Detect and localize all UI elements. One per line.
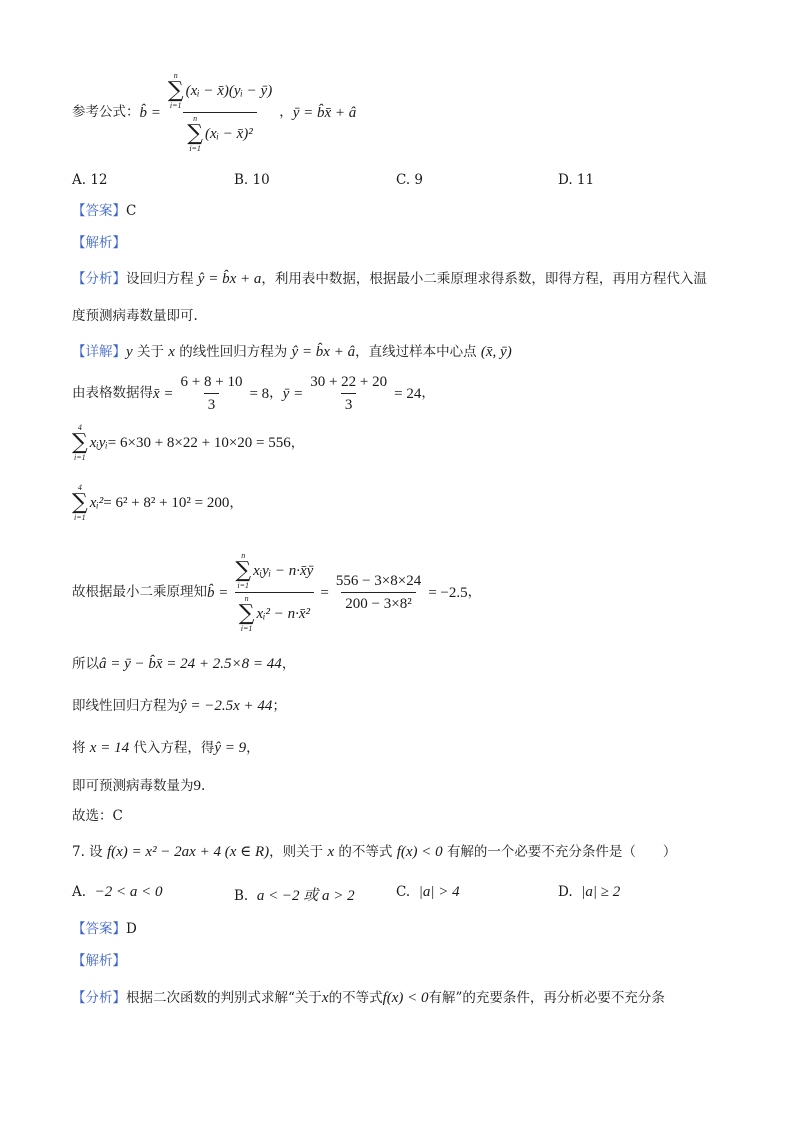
center-point: (x̄, ȳ) — [480, 344, 512, 360]
lsq-numerator: xᵢyᵢ − n·x̄ȳ — [253, 563, 314, 579]
sum-symbol: 4 ∑ i=1 — [72, 423, 88, 462]
text: 即可预测病毒数量为 — [72, 778, 194, 794]
answer-tag: 【答案】 — [72, 921, 126, 937]
analysis-tag: 【解析】 — [72, 953, 126, 969]
q7-stem — [72, 843, 676, 861]
text: 故根据最小二乘原理知 — [72, 584, 207, 601]
ybar-result: = 24 — [394, 385, 422, 402]
sum-symbol: n ∑ i=1 — [235, 551, 252, 590]
ybar-lhs: ȳ = — [282, 385, 304, 402]
text: 设回归方程 — [126, 271, 194, 287]
var-x: x — [168, 344, 175, 360]
text: 的不等式 — [338, 844, 393, 860]
text: 有解的一个必要不充分条件是（ ） — [446, 844, 677, 860]
predicted-value: ŷ = 9 — [214, 740, 247, 756]
lsq-mid-fraction — [332, 572, 425, 613]
regression-result: ŷ = −2.5x + 44 — [180, 698, 273, 714]
text: 将 — [72, 740, 86, 756]
comma: ， — [281, 656, 296, 672]
q7-option-c — [396, 884, 460, 901]
q6-fenxi-line1 — [72, 270, 707, 288]
xbar-lhs: x̄ = — [153, 385, 174, 402]
text: ，则关于 — [269, 844, 324, 860]
intercept-calc: â = ȳ − b̂x̄ = 24 + 2.5×8 = 44 — [99, 656, 282, 672]
regression-equation: ŷ = b̂x + â — [291, 344, 356, 360]
q7-analysis-heading — [72, 953, 126, 969]
q6-sum-x2 — [72, 484, 243, 522]
sum-symbol: n ∑ i=1 — [167, 71, 184, 110]
period: . — [201, 778, 206, 794]
option-expr: |a| ≥ 2 — [581, 884, 621, 900]
comma: ， — [246, 740, 260, 756]
detail-tag: 【详解】 — [72, 344, 126, 360]
lsq-result: = −2.5 — [428, 584, 468, 601]
slope-denominator: (xᵢ − x̄)² — [204, 126, 253, 142]
comma: ， — [269, 385, 283, 402]
xbar-fraction — [177, 373, 247, 414]
regression-equation: ŷ = b̂x + a — [197, 271, 262, 287]
inequality: f(x) < 0 — [396, 844, 443, 860]
answer-value: D — [126, 921, 137, 937]
q6-regression-line — [72, 697, 286, 715]
sum-symbol: n ∑ i=1 — [187, 114, 203, 153]
q6-means-line — [72, 373, 435, 414]
comma: ， — [290, 434, 305, 451]
text: 的线性回归方程为 — [179, 344, 288, 360]
q6-predict-line — [72, 777, 205, 795]
var-x: x — [327, 844, 335, 860]
text: 根据二次函数的判别式求解“关于 — [126, 990, 322, 1006]
q6-substitute-line — [72, 739, 260, 757]
q7-option-d — [558, 884, 620, 901]
q6-detail-line1 — [72, 343, 512, 361]
option-d: D. 11 — [558, 172, 595, 188]
ybar-fraction — [306, 373, 391, 414]
text: 有解”的充要条件，再分析必要不充分条 — [428, 990, 665, 1006]
q7-option-b — [234, 884, 355, 905]
intercept-formula: ȳ = b̂x̄ + â — [292, 104, 357, 121]
q6-analysis-heading — [72, 235, 126, 251]
sum-xy-result: = 6×30 + 8×22 + 10×20 = 556 — [107, 435, 291, 451]
q6-least-squares: 故根据最小二乘原理知 b̂ = n ∑ i=1 xᵢyᵢ − n·x̄ȳ n ∑ i=1 xᵢ² − n·x̄² = $\frac{556 - 3\times 8\times 24}{\text{200 − 3×8²}}$ = −2.5 ， — [72, 551, 482, 633]
prediction: 9 — [193, 778, 201, 794]
q6-choose — [72, 808, 123, 824]
xbar-result: = 8 — [249, 385, 270, 402]
inequality: f(x) < 0 — [382, 990, 429, 1006]
function-definition: f(x) = x² − 2ax + 4 (x ∈ R) — [106, 844, 270, 860]
option-b: B. 10 — [234, 172, 270, 188]
text: 即线性回归方程为 — [72, 698, 180, 714]
sum-symbol: n ∑ i=1 — [238, 594, 255, 633]
answer-value: C — [126, 203, 137, 219]
lsq-mid-denominator: 200 − 3×8² — [341, 592, 415, 613]
option-c: C. 9 — [396, 172, 424, 188]
analysis-tag: 【解析】 — [72, 235, 126, 251]
xbar-denominator: 3 — [204, 393, 220, 414]
q7-fenxi-line — [72, 989, 665, 1007]
option-letter: D. — [558, 884, 573, 900]
reference-formula — [72, 72, 356, 153]
option-letter: A. — [72, 884, 87, 900]
option-a: A. 12 — [72, 172, 108, 188]
text: 的不等式 — [328, 990, 383, 1006]
q6-sum-xy — [72, 424, 304, 462]
sum-x2-term: xᵢ² — [89, 495, 104, 511]
q6-answer — [72, 203, 136, 219]
ybar-numerator: 30 + 22 + 20 — [310, 374, 388, 390]
xbar-numerator: 6 + 8 + 10 — [180, 374, 243, 390]
option-expr: a < −2 或 a > 2 — [256, 888, 355, 904]
text: 由表格数据得 — [72, 385, 153, 402]
separator: ， — [279, 104, 293, 121]
q7-option-a — [72, 884, 163, 901]
option-letter: B. — [234, 888, 249, 904]
lsq-fraction — [231, 552, 317, 633]
formula-label: 参考公式： — [72, 104, 140, 121]
lsq-denominator: xᵢ² − n·x̄² — [256, 606, 310, 622]
text: 所以 — [72, 656, 99, 672]
sum-xy-term: xᵢyᵢ — [89, 435, 108, 451]
var-y: y — [126, 344, 133, 360]
option-expr: |a| > 4 — [418, 884, 460, 900]
answer-tag: 【答案】 — [72, 203, 126, 219]
lsq-mid-numerator: 556 − 3×8×24 — [335, 573, 422, 589]
semicolon: ； — [272, 698, 286, 714]
choose-text: 故选：C — [72, 808, 123, 824]
ybar-denominator: 3 — [341, 393, 357, 414]
q7-answer — [72, 921, 137, 937]
b-hat: b̂ = — [139, 104, 161, 121]
q6-fenxi-line2 — [72, 308, 198, 324]
text: ，直线过样本中心点 — [355, 344, 477, 360]
question-number: 7. 设 — [72, 844, 103, 860]
slope-fraction — [164, 72, 276, 153]
option-letter: C. — [396, 884, 411, 900]
slope-numerator: (xᵢ − x̄)(yᵢ − ȳ) — [185, 83, 273, 99]
comma: ， — [229, 494, 243, 511]
x-value: x = 14 — [89, 740, 130, 756]
text: 关于 — [136, 344, 164, 360]
text: 代入方程，得 — [133, 740, 215, 756]
fenxi-tag: 【分析】 — [72, 990, 126, 1006]
option-expr: −2 < a < 0 — [94, 884, 163, 900]
text: 度预测病毒数量即可. — [72, 308, 198, 324]
sum-x2-result: = 6² + 8² + 10² = 200 — [103, 495, 230, 511]
sum-symbol: 4 ∑ i=1 — [72, 483, 88, 522]
q6-intercept-line — [72, 655, 295, 673]
fenxi-tag: 【分析】 — [72, 271, 126, 287]
comma: ， — [467, 584, 482, 601]
comma: ， — [421, 385, 435, 402]
b-hat: b̂ = — [207, 584, 229, 601]
text: ，利用表中数据，根据最小二乘原理求得系数，即得方程，再用方程代入温 — [261, 271, 707, 287]
var-x: x — [321, 990, 329, 1006]
